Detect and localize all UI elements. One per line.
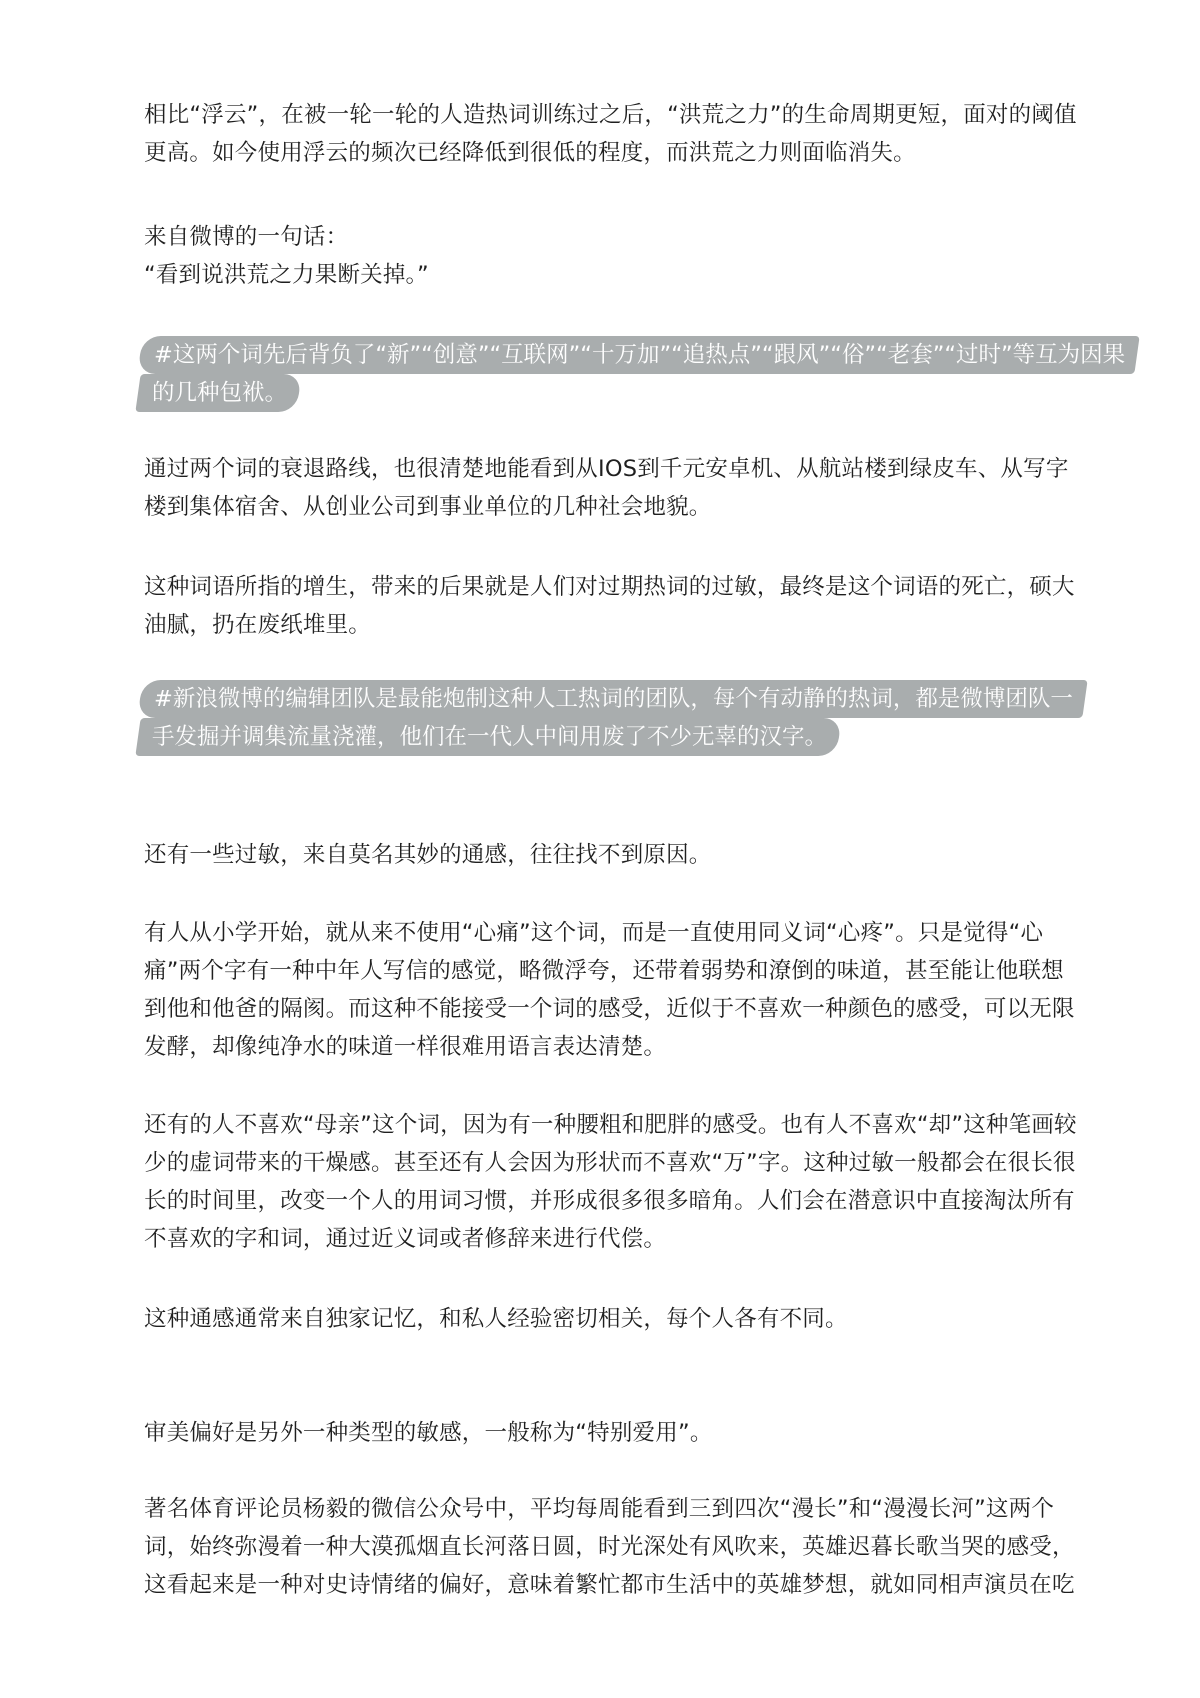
quote-line: “看到说洪荒之力果断关掉。” — [144, 262, 429, 288]
text-line: 有人从小学开始，就从来不使用“心痛”这个词，而是一直使用同义词“心疼”。只是觉得“心 — [144, 920, 1044, 946]
text-line: 不喜欢的字和词，通过近义词或者修辞来进行代偿。 — [144, 1226, 667, 1252]
text-line: 楼到集体宿舍、从创业公司到事业单位的几种社会地貌。 — [144, 494, 712, 520]
paragraph-2 — [144, 218, 1064, 294]
highlight-line: #这两个词先后背负了“新”“创意”“互联网”“十万加”“追热点”“跟风”“俗”“老套”“过时”等互为因果 — [154, 342, 1126, 368]
text-line: 来自微博的一句话： — [144, 224, 349, 250]
highlight-line: 手发掘并调集流量浇灌，他们在一代人中间用废了不少无辜的汉字。 — [152, 724, 828, 750]
highlight-line: #新浪微博的编辑团队是最能炮制这种人工热词的团队，每个有动静的热词，都是微博团队一 — [154, 686, 1073, 712]
text-line: 油腻，扔在废纸堆里。 — [144, 612, 372, 638]
text-line: 还有的人不喜欢“母亲”这个词，因为有一种腰粗和肥胖的感受。也有人不喜欢“却”这种笔画较 — [144, 1112, 1077, 1138]
highlight-block-2 — [140, 680, 1073, 756]
text-line: 相比“浮云”，在被一轮一轮的人造热词训练过之后，“洪荒之力”的生命周期更短，面对的阈值 — [144, 102, 1077, 128]
paragraph-1 — [144, 96, 1077, 172]
text-line: 长的时间里，改变一个人的用词习惯，并形成很多很多暗角。人们会在潜意识中直接淘汰所有 — [144, 1188, 1075, 1214]
paragraph-10 — [144, 1490, 1075, 1604]
text-line: 到他和他爸的隔阂。而这种不能接受一个词的感受，近似于不喜欢一种颜色的感受，可以无限 — [144, 996, 1075, 1022]
text-line: 词，始终弥漫着一种大漠孤烟直长河落日圆，时光深处有风吹来，英雄迟暮长歌当哭的感受， — [144, 1534, 1075, 1560]
paragraph-9 — [144, 1414, 1064, 1452]
text-line: 这看起来是一种对史诗情绪的偏好，意味着繁忙都市生活中的英雄梦想，就如同相声演员在吃 — [144, 1572, 1075, 1598]
text-line: 著名体育评论员杨毅的微信公众号中，平均每周能看到三到四次“漫长”和“漫漫长河”这两个 — [144, 1496, 1055, 1522]
text-line: 这种通感通常来自独家记忆，和私人经验密切相关，每个人各有不同。 — [144, 1306, 848, 1332]
text-line: 少的虚词带来的干燥感。甚至还有人会因为形状而不喜欢“万”字。这种过敏一般都会在很长很 — [144, 1150, 1076, 1176]
text-line: 这种词语所指的增生，带来的后果就是人们对过期热词的过敏，最终是这个词语的死亡，硕大 — [144, 574, 1075, 600]
text-line: 还有一些过敏，来自莫名其妙的通感，往往找不到原因。 — [144, 842, 712, 868]
text-line: 通过两个词的衰退路线，也很清楚地能看到从IOS到千元安卓机、从航站楼到绿皮车、从写字 — [144, 456, 1069, 482]
text-line: 痛”两个字有一种中年人写信的感觉，略微浮夸，还带着弱势和潦倒的味道，甚至能让他联想 — [144, 958, 1064, 984]
paragraph-4 — [144, 568, 1075, 644]
highlight-band — [137, 336, 1140, 374]
paragraph-6 — [144, 914, 1075, 1066]
paragraph-3 — [144, 450, 1069, 526]
paragraph-7 — [144, 1106, 1077, 1258]
highlight-block-1 — [140, 336, 1126, 412]
paragraph-8 — [144, 1300, 1064, 1338]
text-line: 更高。如今使用浮云的频次已经降低到很低的程度，而洪荒之力则面临消失。 — [144, 140, 916, 166]
paragraph-5 — [144, 836, 1064, 874]
highlight-band — [135, 718, 841, 756]
text-line: 审美偏好是另外一种类型的敏感，一般称为“特别爱用”。 — [144, 1420, 713, 1446]
highlight-band — [137, 680, 1087, 718]
highlight-line: 的几种包袱。 — [152, 380, 288, 406]
text-line: 发酵，却像纯净水的味道一样很难用语言表达清楚。 — [144, 1034, 667, 1060]
highlight-band — [135, 374, 301, 412]
